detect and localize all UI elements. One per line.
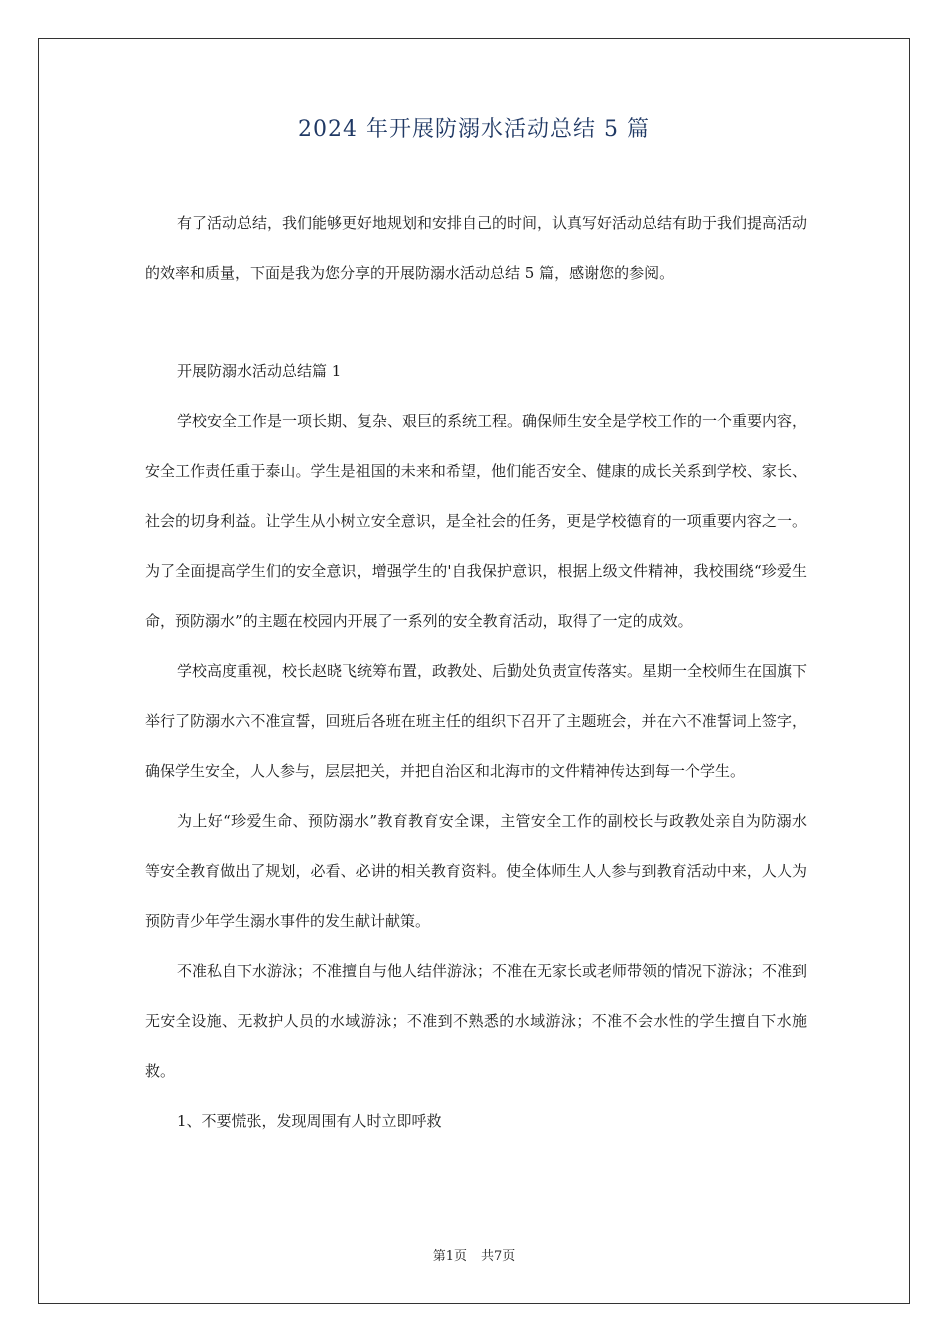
page-footer [38,1248,910,1266]
document-title: 2024 年开展防溺水活动总结 5 篇 [298,117,650,142]
document-body [145,198,807,1146]
body-paragraph: 为上好“珍爱生命、预防溺水”教育教育安全课，主管安全工作的副校长与政教处亲自为防溺水等安全教育做出了规划，必看、必讲的相关教育资料。使全体师生人人参与到教育活动中来，人人为预防青少年学生溺水事件的发生献计献策。 [145,812,807,930]
page-number: 第1页 [432,1249,467,1264]
page-total: 共7页 [481,1249,516,1264]
body-paragraph: 不准私自下水游泳；不准擅自与他人结伴游泳；不准在无家长或老师带领的情况下游泳；不准到无安全设施、无救护人员的水域游泳；不准到不熟悉的水域游泳；不准不会水性的学生擅自下水施救。 [145,962,808,1080]
intro-paragraph: 有了活动总结，我们能够更好地规划和安排自己的时间，认真写好活动总结有助于我们提高活动的效率和质量，下面是我为您分享的开展防溺水活动总结 5 篇，感谢您的参阅。 [145,214,808,282]
list-item: 1、不要慌张，发现周围有人时立即呼救 [177,1112,442,1130]
body-paragraph: 学校高度重视，校长赵晓飞统筹布置，政教处、后勤处负责宣传落实。星期一全校师生在国旗下举行了防溺水六不准宣誓，回班后各班在班主任的组织下召开了主题班会，并在六不准誓词上签字，确保学生安全，人人参与，层层把关，并把自治区和北海市的文件精神传达到每一个学生。 [145,662,808,780]
section-heading: 开展防溺水活动总结篇 1 [177,362,342,380]
body-paragraph: 学校安全工作是一项长期、复杂、艰巨的系统工程。确保师生安全是学校工作的一个重要内容，安全工作责任重于泰山。学生是祖国的未来和希望，他们能否安全、健康的成长关系到学校、家长、社会的切身利益。让学生从小树立安全意识，是全社会的任务，更是学校德育的一项重要内容之一。为了全面提高学生们的安全意识，增强学生的'自我保护意识，根据上级文件精神，我校围绕“珍爱生命，预防溺水”的主题在校园内开展了一系列的安全教育活动，取得了一定的成效。 [145,412,808,630]
